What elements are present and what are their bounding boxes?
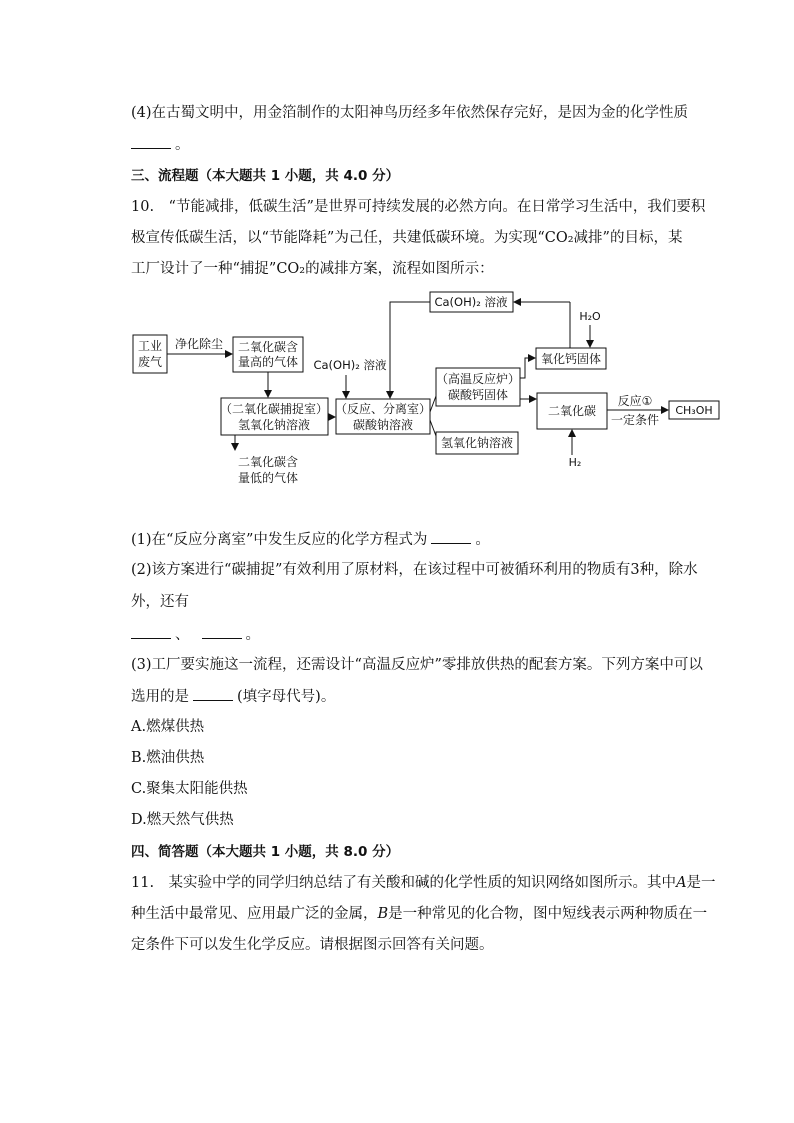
label-industrial-1: 工业 — [137, 339, 163, 353]
q10-sub3-text-a: 选用的是 — [131, 689, 189, 705]
q11-var-a: A — [676, 875, 687, 891]
label-cao: 氧化钙固体 — [540, 352, 602, 366]
q10-sub1-end: 。 — [475, 532, 490, 548]
label-industrial-2: 废气 — [137, 355, 163, 369]
q10-sub3-text-b: (填字母代号)。 — [237, 689, 336, 705]
q10-sub3-line1: (3)工厂要实施这一流程，还需设计“高温反应炉”零排放供热的配套方案。下列方案中可以 — [131, 657, 703, 673]
q10-sub1-text: (1)在“反应分离室”中发生反应的化学方程式为 — [131, 532, 428, 548]
q11-line2-b: 是一种常见的化合物，图中短线表示两种物质在一 — [388, 906, 708, 922]
q10-sub3-line2 — [131, 686, 335, 707]
q10-line1: 10. “节能减排，低碳生活”是世界可持续发展的必然方向。在日常学习生活中，我们要积 — [131, 199, 706, 215]
q9-part4-end: 。 — [175, 137, 190, 153]
q10-line2: 极宣传低碳生活，以“节能降耗”为己任，共建低碳环境。为实现“CO₂减排”的目标，某 — [131, 230, 683, 246]
q10-sub2-end: 。 — [245, 627, 260, 643]
label-furnace-2: 碳酸钙固体 — [447, 388, 509, 402]
label-ch3oh: CH₃OH — [675, 404, 713, 417]
q11-var-b: B — [377, 906, 389, 922]
q10-sub2-line1: (2)该方案进行“碳捕捉”有效利用了原材料，在该过程中可被循环利用的物质有3种，除水 — [131, 562, 698, 578]
q10-sub2-separator: 、 — [175, 627, 190, 643]
label-reaction1: 反应① — [617, 394, 653, 408]
label-co2: 二氧化碳 — [547, 404, 597, 418]
q11-line3: 定条件下可以发生化学反应。请根据图示回答有关问题。 — [131, 937, 494, 953]
arrow-caoh2-recycle — [390, 302, 430, 398]
q11-line2 — [131, 904, 707, 924]
q11-line1-b: 是一 — [686, 875, 716, 891]
q9-part4-statement: (4)在古蜀文明中，用金箔制作的太阳神鸟历经多年依然保存完好，是因为金的化学性质 — [131, 105, 689, 121]
option-c[interactable]: C.聚集太阳能供热 — [131, 781, 248, 797]
label-purify: 净化除尘 — [174, 337, 224, 351]
answer-blank[interactable] — [202, 624, 242, 639]
label-capture-2: 氢氧化钠溶液 — [237, 418, 311, 432]
line-to-naoh — [430, 420, 436, 436]
q11-line2-a: 种生活中最常见、应用最广泛的金属， — [131, 906, 378, 922]
option-d[interactable]: D.燃天然气供热 — [131, 812, 234, 828]
q10-sub2-answer-line — [131, 624, 260, 645]
label-furnace-1: （高温反应炉） — [435, 372, 521, 386]
label-low-co2-1: 二氧化碳含 — [237, 455, 299, 469]
section4-title: 四、简答题（本大题共 1 小题，共 8.0 分） — [131, 844, 400, 860]
answer-blank[interactable] — [431, 529, 471, 544]
label-low-co2-2: 量低的气体 — [237, 471, 299, 485]
label-separation-1: （反应、分离室） — [334, 402, 432, 416]
q10-line3: 工厂设计了一种“捕捉”CO₂的减排方案，流程如图所示： — [131, 261, 494, 277]
label-capture-1: （二氧化碳捕捉室） — [219, 402, 329, 416]
label-high-co2-1: 二氧化碳含 — [237, 340, 299, 354]
label-naoh: 氢氧化钠溶液 — [440, 436, 514, 450]
label-high-co2-2: 量高的气体 — [237, 355, 299, 369]
label-separation-2: 碳酸钠溶液 — [352, 418, 414, 432]
q10-sub1 — [131, 529, 490, 550]
label-caoh2-in: Ca(OH)₂ 溶液 — [313, 358, 387, 372]
label-caoh2-top: Ca(OH)₂ 溶液 — [434, 295, 508, 309]
q11-line1 — [131, 873, 716, 893]
answer-blank[interactable] — [193, 686, 233, 701]
arrow-to-cao — [520, 358, 535, 378]
label-h2o: H₂O — [579, 310, 601, 323]
answer-blank[interactable] — [131, 624, 171, 639]
label-condition: 一定条件 — [610, 413, 660, 427]
label-h2: H₂ — [568, 456, 582, 469]
q11-line1-a: 11. 某实验中学的同学归纳总结了有关酸和碱的化学性质的知识网络如图所示。其中 — [131, 875, 677, 891]
q10-sub2-line2: 外，还有 — [131, 594, 189, 610]
option-a[interactable]: A.燃煤供热 — [131, 719, 205, 735]
option-b[interactable]: B.燃油供热 — [131, 750, 205, 766]
section3-title: 三、流程题（本大题共 1 小题，共 4.0 分） — [131, 168, 400, 184]
